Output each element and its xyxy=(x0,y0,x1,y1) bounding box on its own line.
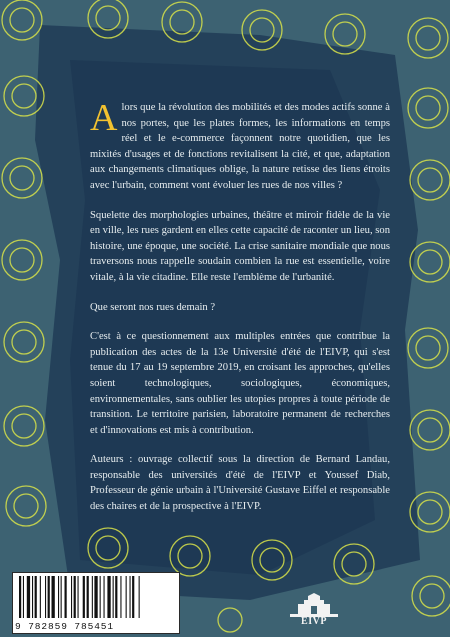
paragraph-intro xyxy=(90,97,390,194)
logo-text: EIVP xyxy=(301,616,327,627)
drop-cap: A xyxy=(90,97,118,139)
paragraph-intro-text: lors que la révolution des mobilités et des modes actifs sonne à nos portes, que les plates formes, les informations en temps réel et le e-commerce façonnent notre quotidien, que les mixités d'usages et de fonctions revitalisent la cité, et que, adaptation aux changements climatiques oblige, la nature retisse des liens étroits avec l'urbain, comment vont évoluer les rues de nos villes ? xyxy=(90,102,390,191)
back-cover-text xyxy=(90,97,390,529)
isbn-number: 9 782859 785451 xyxy=(15,621,115,632)
barcode-bars xyxy=(19,576,173,618)
paragraph-question: Que seront nos rues demain ? xyxy=(90,301,216,313)
paragraph-publication: C'est à ce questionnement aux multiples entrées que contribue la publication des actes de la 13e Université d'été de l'EIVP, qui s'est tenue du 17 au 19 septembre 2019, en croisant les approches, qu'elles soient technologiques, sociologiques, économiques, environnementales, sans oublier les utopies propres à toute période de transition. Le territoire parisien, laboratoire permanent de recherches et d'innovations est mis à contribution. xyxy=(90,331,390,436)
barcode xyxy=(12,572,180,634)
logo-emblem-icon xyxy=(286,592,342,618)
eivp-logo xyxy=(286,592,342,630)
paragraph-streets: Squelette des morphologies urbaines, théâtre et miroir fidèle de la vie en ville, les rues gardent en elles cette capacité de raconter un lieu, son histoire, une époque, une société. La crise sanitaire mondiale que nous traversons nous rappelle soudain combien la rue est essentielle, voire vitale, à la vie citadine. Elle reste l'emblème de l'urbanité. xyxy=(90,209,390,283)
paragraph-authors: Auteurs : ouvrage collectif sous la direction de Bernard Landau, responsable des universités d'été de l'EIVP et Youssef Diab, Professeur de génie urbain à l'Université Gustave Eiffel et responsable des chaires et de la prospective à l'EIVP. xyxy=(90,454,390,513)
